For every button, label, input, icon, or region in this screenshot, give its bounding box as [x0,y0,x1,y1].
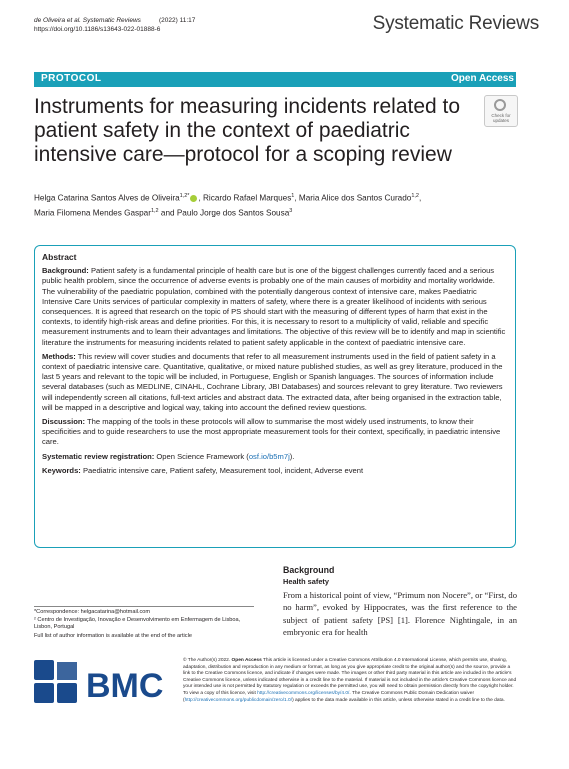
registration-text: Open Science Framework ( [156,451,249,461]
discussion-label: Discussion: [42,417,86,427]
author-name[interactable]: Maria Filomena Mendes Gaspar [34,208,151,218]
abstract-registration [42,452,508,462]
registration-link[interactable]: osf.io/b5m7j [248,451,290,461]
author-list [34,190,524,219]
abstract-box [34,245,516,548]
subsection-heading: Health safety [283,577,330,586]
registration-label: Systematic review registration: [42,451,155,461]
keywords-text: Paediatric intensive care, Patient safety, Measurement tool, incident, Adverse event [82,465,364,475]
article-type-label: PROTOCOL [41,73,102,84]
registration-end: ). [289,451,295,461]
author-name[interactable]: Paulo Jorge dos Santos Sousa [176,208,290,218]
background-label: Background: [42,266,89,276]
author-affiliation-marker: 1,2 [411,193,419,199]
author-affiliation-marker: 1,2 [150,207,159,214]
abstract-heading: Abstract [42,252,77,262]
body-column [283,565,517,638]
update-check-icon [494,99,506,111]
footnote-divider [34,606,254,607]
body-paragraph: From a historical point of view, “Primum non Nocere”, or “First, do no harm”, evoked by Hippocrates, was the first reference to the subject of patient safety [PS] [1]. Florence Nightingale, in an embryonic era for health [283,590,517,637]
journal-title: Systematic Reviews [372,13,539,34]
author-separator: , [419,193,422,203]
license-open-access: Open Access [231,658,262,663]
article-type-banner [34,72,516,87]
author-separator: and [158,208,177,218]
citation-line-1 [34,16,195,25]
author-affiliation-marker: 1 [291,193,295,199]
keywords-label: Keywords: [42,465,81,475]
author-name[interactable]: Helga Catarina Santos Alves de Oliveira [34,193,180,203]
abstract-discussion [42,417,508,448]
citation-journal: de Oliveira et al. Systematic Reviews [34,17,141,24]
license-url-zero[interactable]: http://creativecommons.org/publicdomain/zero/1.0/ [184,697,293,703]
author-name[interactable]: Ricardo Rafael Marques [203,193,292,203]
author-affiliation-marker: 3 [289,207,293,214]
author-affiliation-marker: 1,2* [179,193,190,199]
citation-volume: (2022) 11:17 [140,17,196,24]
abstract-keywords [42,466,508,476]
methods-label: Methods: [42,351,76,361]
abstract-background [42,266,508,348]
check-for-updates-badge[interactable] [484,95,518,127]
methods-text: This review will cover studies and documents that refer to all measurement instruments used in the field of patient safety in a context of paediatric intensive care. Quantitative, qualitative, or mixed nature published studies, as well as grey literature, produced in the last 5 years and relevant to the topic will be included, in Portuguese, English or Spanish languages. The sources of information include several databases (such as MEDLINE, CINAHL, Cochrane Library, JBI Databases) and sources relevant to grey literature. Two reviewers will independently screen all citations, full-text articles and abstract data. The extracted data, after being organised in the extraction table, will be mapped in a descriptive and logical way, taking into account the defined review questions. [42,351,503,412]
author-separator: , [294,193,299,203]
license-statement [183,658,517,704]
badge-label: Check for updates [491,113,511,123]
footnotes [34,606,254,641]
bmc-logo-mark [34,660,77,703]
doi-link[interactable]: https://doi.org/10.1186/s13643-022-01888-6 [34,26,161,33]
citation-info [34,16,195,34]
orcid-icon[interactable] [190,195,197,202]
license-url-by[interactable]: http://creativecommons.org/licenses/by/4.0/ [257,690,350,696]
author-name[interactable]: Maria Alice dos Santos Curado [298,193,412,203]
correspondence-note: *Correspondence: helgacatarina@hotmail.com [34,609,151,615]
section-heading: Background [283,565,335,575]
abstract-methods [42,352,508,413]
background-text: Patient safety is a fundamental principle of health care but is one of the biggest challenges currently faced and a serious public health problem, since the occurrence of adverse events is probably one of the main causes of morbidity and mortality worldwide. The vulnerability of the paediatric population, combined with the potentially dangerous context of intensive care, makes Paediatric Intensive Care Units services of particular complexity in matters of safety, where there is a greater likelihood of incidents with serious consequences. It is agreed that research on the topic of PS should start with the measuring of different types of harm that exist in the contexts, to identify high-risk areas and define priorities. For this, it is necessary to resort to a multiplicity of valid, reliable and specific measurement instruments and to learn their advantages and limitations. The objective of this review will be to identify and map in scientific literature the instruments for measuring incidents related to patient safety applicable in the context of paediatric intensive care. [42,266,506,347]
discussion-text: The mapping of the tools in these protocols will allow to summarise the most widely used instruments, to know their specificities and to guide researchers to use the most appropriate measurement tools for their context, specifically, in paediatric intensive care. [42,417,501,447]
full-author-info-note: Full list of author information is available at the end of the article [34,632,192,639]
bmc-logo [34,657,174,712]
license-end: ) applies to the data made available in this article, unless otherwise stated in a credit line to the data. [292,697,505,703]
open-access-label: Open Access [451,73,514,84]
article-title: Instruments for measuring incidents related to patient safety in the context of paediatric intensive care—protocol for a scoping review [34,95,461,166]
bmc-logo-graphic [34,657,174,707]
license-copyright: © The Author(s) 2022. [183,658,231,663]
affiliation-note: ² Centro de Investigação, Inovação e Desenvolvimento em Enfermagem de Lisboa, Lisbon, Portugal [34,617,241,631]
license-main: This article is licensed under a Creative Commons Attribution 4.0 International License, which permits use, sharing, adaptation, distribution and reproduction in any medium or format, as long as you give appropriate credit to the original author(s) and the source, provide a link to the Creative Commons licence, and indicate if changes were made. The images or other third party material in this article are included in the article's Creative Commons licence, unless indicated otherwise in a credit line to the material. If material is not included in the article's Creative Commons licence and your intended use is not permitted by statutory regulation or exceeds the permitted use, you will need to obtain permission directly from the copyright holder. To view a copy of this licence, visit [183,658,517,696]
license-mid: . The Creative Commons Public Domain Dedication waiver ( [183,690,475,703]
author-separator: , [198,193,203,203]
bmc-logo-text: BMC [86,667,164,705]
